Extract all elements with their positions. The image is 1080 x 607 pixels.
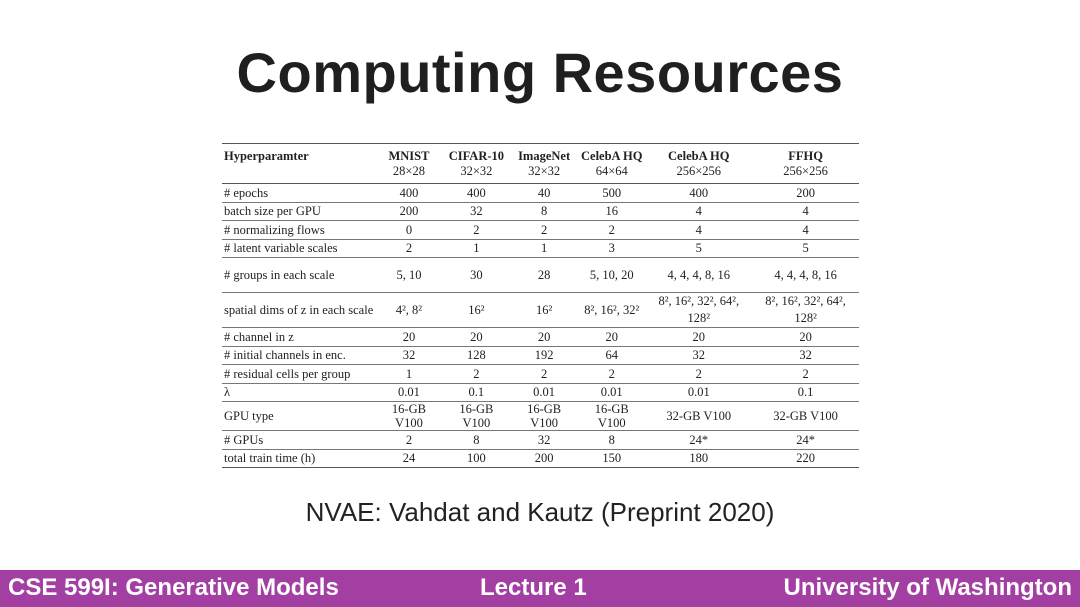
table-cell: 0.01 xyxy=(510,383,578,402)
header-col-ffhq: FFHQ 256×256 xyxy=(783,149,828,178)
table-cell: 2 xyxy=(752,365,859,384)
row-label: # initial channels in enc. xyxy=(222,346,375,365)
table-cell: 2 xyxy=(645,365,752,384)
footer-bar xyxy=(0,570,1080,607)
table-cell: 220 xyxy=(796,451,815,466)
table-cell: 24* xyxy=(645,431,752,450)
table-cell: 5 xyxy=(752,239,859,258)
table-cell: 3 xyxy=(578,239,645,258)
table-cell: 128 xyxy=(443,346,510,365)
row-label: batch size per GPU xyxy=(222,202,375,221)
row-label: # channel in z xyxy=(222,328,375,347)
table-cell: 2 xyxy=(578,221,645,240)
table-cell: 16² xyxy=(510,293,578,328)
table-cell: 20 xyxy=(375,328,442,347)
table-cell: 0.01 xyxy=(645,383,752,402)
table-cell: 192 xyxy=(510,346,578,365)
table-cell: 8 xyxy=(510,202,578,221)
row-label: # groups in each scale xyxy=(222,258,375,293)
table-cell: 4, 4, 4, 8, 16 xyxy=(752,258,859,293)
table-row xyxy=(222,184,859,203)
table-cell: 20 xyxy=(443,328,510,347)
table-row xyxy=(222,293,859,328)
table-row xyxy=(222,383,859,402)
table-cell: 28 xyxy=(510,258,578,293)
table-cell: 2 xyxy=(578,365,645,384)
table-cell: 8², 16², 32², 64², 128² xyxy=(752,293,859,328)
table-cell: 2 xyxy=(510,365,578,384)
slide-title: Computing Resources xyxy=(236,41,844,104)
table-cell: 400 xyxy=(443,184,510,203)
table-cell: 32 xyxy=(375,346,442,365)
table-cell: 64 xyxy=(578,346,645,365)
table-cell: 2 xyxy=(375,239,442,258)
table-cell: 1 xyxy=(510,239,578,258)
table-cell: 4, 4, 4, 8, 16 xyxy=(645,258,752,293)
table-cell: 5 xyxy=(645,239,752,258)
table-header-row xyxy=(222,144,859,184)
row-label: # GPUs xyxy=(222,431,375,450)
header-col-celeba-256: CelebA HQ 256×256 xyxy=(668,149,730,178)
table-row xyxy=(222,431,859,450)
table-cell: 4 xyxy=(645,202,752,221)
table-cell: 20 xyxy=(578,328,645,347)
table-cell: 100 xyxy=(466,451,486,466)
table-cell: 16-GB V100 xyxy=(375,402,442,431)
table-cell: 4 xyxy=(645,221,752,240)
table-cell: 150 xyxy=(602,451,622,466)
table-cell: 16 xyxy=(578,202,645,221)
table-cell: 5, 10, 20 xyxy=(578,258,645,293)
table-cell: 20 xyxy=(510,328,578,347)
table-row xyxy=(222,346,859,365)
row-label: # residual cells per group xyxy=(222,365,375,384)
table-cell: 16-GB V100 xyxy=(443,402,510,431)
table-cell: 0.01 xyxy=(375,383,442,402)
table-cell: 16-GB V100 xyxy=(578,402,645,431)
citation-text: NVAE: Vahdat and Kautz (Preprint 2020) xyxy=(305,497,775,527)
hyperparameter-table xyxy=(222,143,859,468)
table-cell: 40 xyxy=(510,184,578,203)
table-row xyxy=(222,365,859,384)
row-label: # latent variable scales xyxy=(222,239,375,258)
table-cell: 1 xyxy=(375,365,442,384)
table-cell: 20 xyxy=(752,328,859,347)
table-cell: 4 xyxy=(752,221,859,240)
table-cell: 32 xyxy=(752,346,859,365)
table-cell: 0 xyxy=(375,221,442,240)
table-cell: 24* xyxy=(752,431,859,450)
table-cell: 32 xyxy=(645,346,752,365)
table-cell: 2 xyxy=(443,365,510,384)
table-cell: 24 xyxy=(402,451,416,466)
table-cell: 30 xyxy=(443,258,510,293)
table-cell: 200 xyxy=(752,184,859,203)
table-cell: 8 xyxy=(578,431,645,450)
table-cell: 200 xyxy=(534,451,554,466)
table-row xyxy=(222,328,859,347)
table-cell: 400 xyxy=(645,184,752,203)
table-row xyxy=(222,239,859,258)
table-cell: 32 xyxy=(443,202,510,221)
row-label: λ xyxy=(222,383,375,402)
header-hyperparameter: Hyperparamter xyxy=(224,149,309,163)
header-col-cifar10: CIFAR-10 32×32 xyxy=(448,149,505,178)
header-col-celeba-64: CelebA HQ 64×64 xyxy=(581,149,643,178)
table-cell: 4², 8² xyxy=(375,293,442,328)
footer-course: CSE 599I: Generative Models xyxy=(8,574,339,601)
table-cell: 2 xyxy=(375,431,442,450)
table-cell: 8², 16², 32² xyxy=(578,293,645,328)
table-cell: 8², 16², 32², 64², 128² xyxy=(645,293,752,328)
table-cell: 400 xyxy=(375,184,442,203)
row-label: total train time (h) xyxy=(224,451,316,466)
table-cell: 180 xyxy=(689,451,709,466)
row-label: spatial dims of z in each scale xyxy=(222,293,375,328)
table-row xyxy=(222,449,859,468)
table-cell: 500 xyxy=(578,184,645,203)
table-cell: 4 xyxy=(752,202,859,221)
table-cell: 32-GB V100 xyxy=(752,402,859,431)
row-label: GPU type xyxy=(222,402,375,431)
table-cell: 5, 10 xyxy=(375,258,442,293)
footer-institution: University of Washington xyxy=(783,574,1072,601)
table-cell: 0.1 xyxy=(752,383,859,402)
table-cell: 20 xyxy=(645,328,752,347)
table-cell: 32 xyxy=(510,431,578,450)
table-cell: 32-GB V100 xyxy=(645,402,752,431)
table-row xyxy=(222,258,859,293)
table-cell: 0.1 xyxy=(443,383,510,402)
row-label: # epochs xyxy=(222,184,375,203)
table-row xyxy=(222,402,859,431)
hyperparameter-table-container xyxy=(222,143,859,468)
table-cell: 200 xyxy=(375,202,442,221)
table-cell: 1 xyxy=(443,239,510,258)
footer-lecture: Lecture 1 xyxy=(480,574,587,601)
table-row xyxy=(222,221,859,240)
header-col-mnist: MNIST 28×28 xyxy=(388,149,430,178)
table-cell: 0.01 xyxy=(578,383,645,402)
table-cell: 2 xyxy=(510,221,578,240)
table-cell: 16² xyxy=(443,293,510,328)
table-cell: 2 xyxy=(443,221,510,240)
table-cell: 8 xyxy=(443,431,510,450)
table-row xyxy=(222,202,859,221)
table-cell: 16-GB V100 xyxy=(510,402,578,431)
header-col-imagenet: ImageNet 32×32 xyxy=(518,149,571,178)
row-label: # normalizing flows xyxy=(222,221,375,240)
